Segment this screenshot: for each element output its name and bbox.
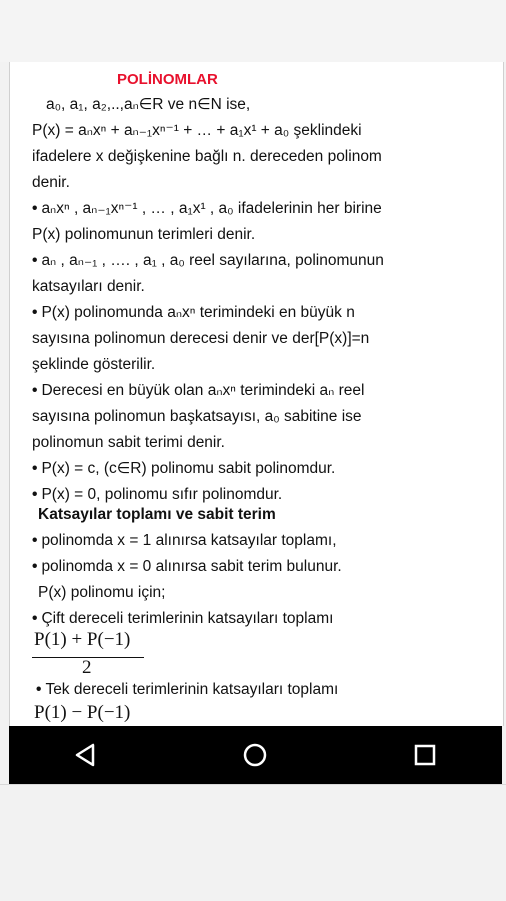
top-app-bar — [0, 0, 506, 62]
text: aₙ , aₙ₋₁ , …. , a₁ , a₀ reel sayılarına, polinomunun — [41, 252, 384, 269]
text: polinomda x = 0 alınırsa sabit terim bulunur. — [41, 558, 342, 575]
text-line: P(x) polinomunun terimleri denir. — [32, 226, 256, 243]
text: aₙxⁿ , aₙ₋₁xⁿ⁻¹ , … , a₁x¹ , a₀ ifadelerinin her birine — [41, 200, 382, 217]
fraction-numerator: P(1) − P(−1) — [34, 702, 131, 723]
bullet-line — [32, 485, 282, 505]
bullet-icon: • — [36, 681, 42, 698]
document-view[interactable] — [9, 62, 504, 726]
text: Tek dereceli terimlerinin katsayıları toplamı — [45, 681, 339, 698]
bullet-icon: • — [32, 200, 38, 217]
bullet-line — [32, 557, 342, 577]
bottom-area — [0, 784, 506, 901]
text-line: P(x) polinomu için; — [38, 584, 166, 601]
navigation-bar — [9, 726, 502, 784]
text: P(x) polinomunda aₙxⁿ terimindeki en büyük n — [41, 304, 355, 321]
bullet-icon: • — [32, 486, 38, 503]
bullet-line — [32, 531, 337, 551]
bullet-line — [32, 199, 382, 219]
page-title: POLİNOMLAR — [117, 71, 218, 88]
text-line: sayısına polinomun derecesi denir ve der[P(x)]=n — [32, 330, 370, 347]
bullet-icon: • — [32, 558, 38, 575]
bullet-icon: • — [32, 610, 38, 627]
text-line: denir. — [32, 174, 70, 191]
bullet-line — [32, 609, 333, 629]
bullet-icon: • — [32, 382, 38, 399]
bullet-line — [36, 680, 338, 700]
text-line: a₀, a₁, a₂,..,aₙ∈R ve n∈N ise, — [46, 96, 251, 113]
recents-icon — [404, 734, 446, 776]
back-icon — [65, 734, 107, 776]
recents-button[interactable] — [404, 734, 446, 776]
text: polinomda x = 1 alınırsa katsayılar toplamı, — [41, 532, 337, 549]
text-line: katsayıları denir. — [32, 278, 145, 295]
bullet-line — [32, 303, 355, 323]
bullet-icon: • — [32, 460, 38, 477]
back-button[interactable] — [65, 734, 107, 776]
section-heading: Katsayılar toplamı ve sabit terim — [38, 506, 276, 523]
text-line: P(x) = aₙxⁿ + aₙ₋₁xⁿ⁻¹ + … + a₁x¹ + a₀ şeklindeki — [32, 122, 362, 139]
bullet-icon: • — [32, 252, 38, 269]
text-line: polinomun sabit terimi denir. — [32, 434, 225, 451]
fraction-denominator: 2 — [82, 657, 92, 678]
fraction-numerator: P(1) + P(−1) — [34, 629, 131, 650]
bullet-line — [32, 381, 364, 401]
text: Çift dereceli terimlerinin katsayıları toplamı — [41, 610, 334, 627]
bullet-icon: • — [32, 532, 38, 549]
bullet-line — [32, 459, 335, 479]
text-line: şeklinde gösterilir. — [32, 356, 156, 373]
bullet-icon: • — [32, 304, 38, 321]
text-line: sayısına polinomun başkatsayısı, a₀ sabitine ise — [32, 408, 362, 425]
text: Derecesi en büyük olan aₙxⁿ terimindeki aₙ reel — [41, 382, 365, 399]
bullet-line — [32, 251, 384, 271]
text-line: ifadelere x değişkenine bağlı n. dereceden polinom — [32, 148, 382, 165]
home-icon — [234, 734, 276, 776]
text: P(x) = 0, polinomu sıfır polinomdur. — [41, 486, 283, 503]
home-button[interactable] — [234, 734, 276, 776]
text: P(x) = c, (c∈R) polinomu sabit polinomdur. — [41, 460, 336, 477]
